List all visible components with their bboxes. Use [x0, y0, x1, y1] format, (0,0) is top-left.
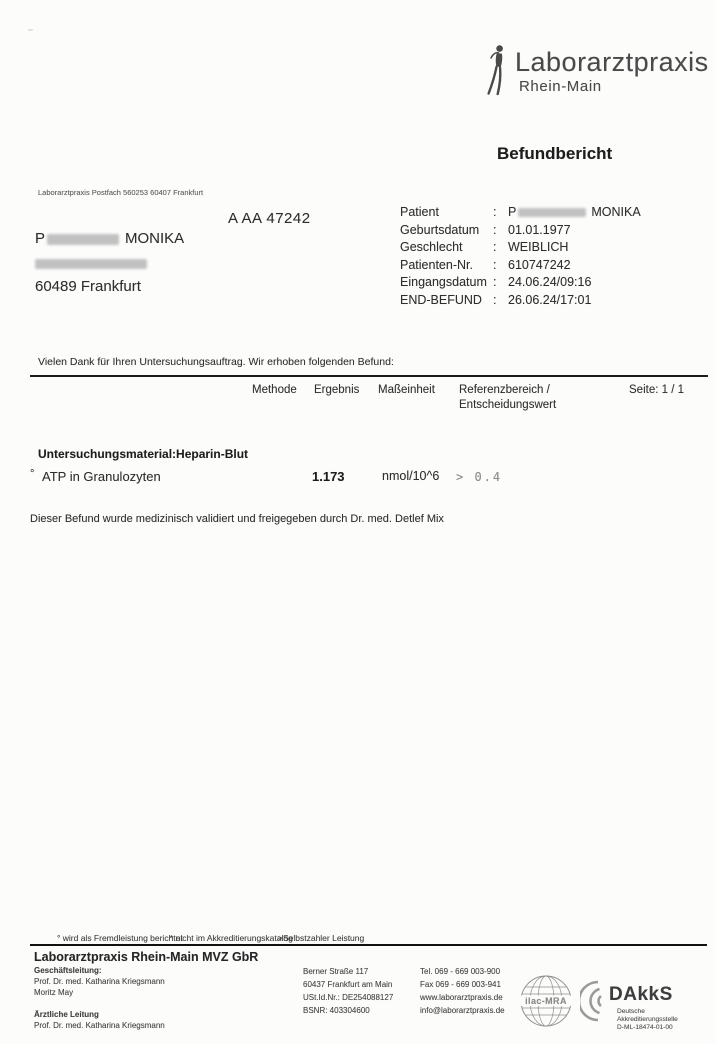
- patient-info-block: [400, 204, 700, 310]
- lab-logo-region: Rhein-Main: [519, 78, 602, 95]
- column-header-masseinheit: Maßeinheit: [378, 384, 435, 396]
- footer-management-heading: Geschäftsleitung:: [34, 966, 102, 975]
- result-row: [0, 469, 716, 485]
- patient-row: [400, 239, 700, 257]
- recipient-name-suffix: MONIKA: [125, 230, 185, 247]
- patient-name-redaction: [518, 208, 586, 217]
- footer-email[interactable]: info@laborarztpraxis.de: [420, 1006, 505, 1015]
- patient-label: Geschlecht: [400, 240, 463, 255]
- lab-logo: [483, 44, 713, 100]
- patient-name-prefix: P: [508, 205, 517, 219]
- footer-phone: Tel. 069 - 669 003-900: [420, 967, 501, 976]
- recipient-street-redaction: [35, 259, 147, 269]
- dakks-subline: Deutsche: [617, 1008, 645, 1015]
- dakks-subline: Akkreditierungsstelle: [617, 1016, 678, 1023]
- patient-value: WEIBLICH: [508, 240, 569, 255]
- result-value: 1.173: [312, 469, 345, 484]
- patient-value-redacted: [508, 204, 641, 222]
- footer-rule: [30, 944, 707, 946]
- patient-row: [400, 292, 700, 310]
- patient-separator: :: [493, 205, 497, 219]
- footer-address-line: 60437 Frankfurt am Main: [303, 980, 393, 989]
- patient-value: 26.06.24/17:01: [508, 292, 592, 307]
- result-reference-range: > 0.4: [456, 470, 503, 484]
- material-heading: Untersuchungsmaterial:Heparin-Blut: [38, 447, 249, 461]
- scan-artifact: [28, 29, 33, 31]
- svg-text:ilac-MRA: ilac-MRA: [525, 995, 567, 1006]
- patient-value: 01.01.1977: [508, 222, 571, 237]
- patient-row: [400, 274, 700, 292]
- footnote-selbstzahler: >Selbstzahler Leistung: [278, 933, 365, 943]
- patient-separator: :: [493, 240, 497, 255]
- column-header-referenz-line1: Referenzbereich /: [459, 384, 550, 396]
- patient-row: [400, 222, 700, 240]
- recipient-street-redaction-row: [35, 255, 255, 273]
- header-rule: [30, 375, 708, 377]
- intro-line: Vielen Dank für Ihren Untersuchungsauftrag. Wir erhoben folgenden Befund:: [38, 356, 394, 368]
- result-footnote-marker: °: [30, 468, 35, 480]
- result-analyte: ATP in Granulozyten: [42, 469, 161, 484]
- recipient-name-prefix: P: [35, 230, 46, 247]
- column-header-ergebnis: Ergebnis: [314, 384, 360, 396]
- footer-address-block: [303, 965, 418, 1017]
- report-title: Befundbericht: [497, 144, 613, 163]
- dakks-subline: D-ML-18474-01-00: [617, 1024, 673, 1031]
- recipient-city: 60489 Frankfurt: [35, 278, 141, 295]
- patient-row: [400, 257, 700, 275]
- footer-management-person: Moritz May: [34, 988, 74, 997]
- footnote-fremdleistung: ° wird als Fremdleistung berichtet: [57, 933, 183, 943]
- footer-website[interactable]: www.laborarztpraxis.de: [420, 993, 503, 1002]
- patient-label: Patient: [400, 205, 439, 219]
- patient-separator: :: [493, 292, 497, 307]
- footer-medical-person: Prof. Dr. med. Katharina Kriegsmann: [34, 1021, 165, 1030]
- footnote-akkreditierung: * nicht im Akkreditierungskatalog: [170, 933, 293, 943]
- dakks-arcs-icon: [580, 980, 606, 1022]
- lab-logo-person-icon: [483, 44, 513, 98]
- footer-address-line: Berner Straße 117: [303, 967, 369, 976]
- patient-separator: :: [493, 257, 497, 272]
- patient-label: Eingangsdatum: [400, 275, 487, 290]
- footer-company-name: Laborarztpraxis Rhein-Main MVZ GbR: [34, 950, 259, 964]
- validation-note: Dieser Befund wurde medizinisch validiert und freigegeben durch Dr. med. Detlef Mix: [30, 513, 444, 525]
- page-indicator: Seite: 1 / 1: [629, 384, 684, 396]
- dakks-sublines: [617, 1008, 678, 1032]
- dakks-label: DAkkS: [609, 984, 673, 1005]
- lab-logo-brand: Laborarztpraxis: [515, 47, 709, 77]
- recipient-block: [35, 230, 255, 295]
- patient-row: [400, 204, 700, 222]
- patient-value: 610747242: [508, 257, 571, 272]
- footer-address-line: BSNR: 403304600: [303, 1006, 370, 1015]
- result-unit: nmol/10^6: [382, 469, 440, 483]
- patient-value: 24.06.24/09:16: [508, 275, 592, 290]
- dakks-seal: [580, 978, 710, 1038]
- footer-contact-block: [420, 965, 530, 1017]
- footer-fax: Fax 069 - 669 003-941: [420, 980, 501, 989]
- column-header-referenz-line2: Entscheidungswert: [459, 399, 557, 411]
- globe-icon: [518, 973, 574, 1029]
- patient-label: Geburtsdatum: [400, 222, 480, 237]
- footnote-legend: [0, 933, 716, 944]
- footer-address-line: USt.Id.Nr.: DE254088127: [303, 993, 394, 1002]
- ilac-mra-seal: [518, 973, 574, 1029]
- footer-management-person: Prof. Dr. med. Katharina Kriegsmann: [34, 977, 165, 986]
- recipient-name: [35, 230, 255, 247]
- patient-name-suffix: MONIKA: [591, 205, 641, 219]
- recipient-name-redaction: [47, 234, 119, 245]
- sender-line: Laborarztpraxis Postfach 560253 60407 Frankfurt: [38, 188, 204, 197]
- patient-label: END-BEFUND: [400, 292, 482, 307]
- patient-separator: :: [493, 275, 497, 290]
- footer-medical-heading: Ärztliche Leitung: [34, 1010, 99, 1019]
- patient-separator: :: [493, 222, 497, 237]
- patient-label: Patienten-Nr.: [400, 257, 473, 272]
- order-code: A AA 47242: [228, 210, 311, 227]
- column-header-methode: Methode: [252, 384, 297, 396]
- footer-management-block: [34, 965, 264, 1031]
